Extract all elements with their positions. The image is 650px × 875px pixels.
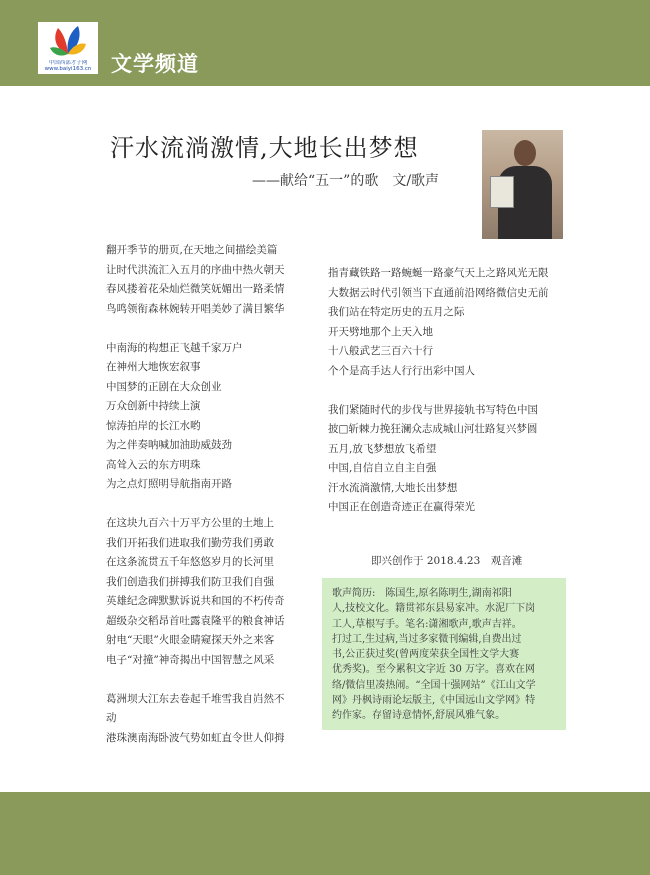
poem-line: 中南海的构想正飞越千家万户 <box>106 341 243 354</box>
site-logo[interactable] <box>38 22 98 74</box>
bio-line: 工人,草根写手。笔名:潇湘歌声,歌声吉祥。 <box>332 618 522 630</box>
poem-line: 指青藏铁路一路蜿蜒一路豪气天上之路风光无限 <box>328 267 549 279</box>
bio-line: 络/微信里凑热闹。“全国十强网站”《江山文学 <box>332 679 536 691</box>
channel-title: 文学频道 <box>111 52 199 76</box>
bio-line: 网》丹枫诗雨论坛版主,《中国远山文学网》特 <box>332 695 536 707</box>
poem-line: 葛洲坝大江东去卷起千堆雪我自岿然不 <box>106 692 285 705</box>
stanza-gap <box>106 495 316 515</box>
bio-line: 优秀奖)。至今累积文字近 30 万字。喜欢在网 <box>332 664 535 676</box>
poem-line: 超级杂交稻昂首吐露袁隆平的粮食神话 <box>106 614 285 627</box>
poem-line: 五月,放飞梦想放飞希望 <box>328 442 437 455</box>
poem-line: 为之点灯照明导航指南开路 <box>106 478 232 490</box>
poem-line: 英雄纪念碑默默诉说共和国的不朽传奇 <box>106 595 285 607</box>
author-bio-box <box>322 578 566 730</box>
poem-line: 在这块九百六十万平方公里的土地上 <box>106 517 274 529</box>
poem-line: 为之伴奏呐喊加油助威鼓劲 <box>106 439 232 451</box>
article-title: 汗水流淌激情,大地长出梦想 <box>110 134 419 162</box>
bio-line: 人,技校文化。籍贯祁东县易家冲。水泥厂下岗 <box>332 603 536 615</box>
bio-line: 书,公正获过奖(曾两度荣获全国性文学大赛 <box>332 649 520 661</box>
bio-line: 打过工,生过病,当过多家微刊编辑,自费出过 <box>332 633 522 645</box>
poem-line: 我们紧随时代的步伐与世界接轨书写特色中国 <box>328 403 538 416</box>
poem-line: 个个是高手达人行行出彩中国人 <box>328 364 475 377</box>
poem-line: 射电“天眼”火眼金睛窥探天外之来客 <box>106 634 275 646</box>
stanza-gap <box>106 319 316 339</box>
poem-line: 十八般武艺三百六十行 <box>328 345 433 357</box>
poem-line: 让时代洪流汇入五月的序曲中热火朝天 <box>106 263 285 276</box>
photo-book-shape <box>490 176 514 208</box>
poem-line: 动 <box>106 712 117 724</box>
logo-url-text: www.baiyi163.cn <box>44 66 92 72</box>
poem-line: 翻开季节的册页,在天地之间描绘美篇 <box>106 244 278 256</box>
poem-line: 电子“对撞”神奇揭出中国智慧之风采 <box>106 653 275 666</box>
poem-line: 中国梦的正剧在大众创业 <box>106 380 222 393</box>
poem-left-column <box>106 241 316 748</box>
poem-line: 鸟鸣领衔森林婉转开唱美妙了满目繁华 <box>106 302 285 315</box>
poem-line: 高耸入云的东方明珠 <box>106 458 201 471</box>
poem-line: 我们站在特定历史的五月之际 <box>328 306 465 318</box>
photo-head-shape <box>514 140 536 166</box>
author-photo <box>482 130 563 239</box>
poem-line: 我们开拓我们进取我们勤劳我们勇敢 <box>106 536 274 549</box>
footer-band <box>0 792 650 875</box>
poem-line: 万众创新中持续上演 <box>106 400 201 412</box>
poem-line: 我们创造我们拼搏我们防卫我们自强 <box>106 575 274 588</box>
poem-right-column <box>328 264 568 518</box>
stanza-gap <box>328 381 568 401</box>
petal-logo-icon <box>48 24 88 60</box>
poem-line: 大数据云时代引领当下直通前沿网络微信史无前 <box>328 286 549 299</box>
poem-line: 在神州大地恢宏叙事 <box>106 361 201 373</box>
poem-line: 惊涛拍岸的长江水哟 <box>106 419 201 432</box>
logo-name-text: 中国西部才子网 <box>48 60 88 66</box>
poem-line: 开天劈地那个上天入地 <box>328 325 433 338</box>
article-subtitle: ——献给“五一”的歌 文/歌声 <box>252 173 440 189</box>
poem-line: 春风搂着花朵灿烂微笑妩媚出一路柔情 <box>106 283 285 295</box>
poem-line: 披□斩棘力挽狂澜众志成城山河壮路复兴梦圆 <box>328 423 538 435</box>
poem-line: 在这条流贯五千年悠悠岁月的长河里 <box>106 556 274 568</box>
signature-line: 即兴创作于 2018.4.23 观音滩 <box>371 555 523 567</box>
stanza-gap <box>106 670 316 690</box>
bio-line: 歌声简历: 陈国生,原名陈明生,湖南祁阳 <box>332 588 512 599</box>
poem-line: 中国,自信自立自主自强 <box>328 462 437 474</box>
poem-line: 汗水流淌激情,大地长出梦想 <box>328 481 458 494</box>
bio-line: 约作家。存留诗意情怀,舒展风雅气象。 <box>332 710 506 722</box>
header-band <box>0 0 650 86</box>
poem-line: 港珠澳南海卧波气势如虹直令世人仰拇 <box>106 731 285 744</box>
poem-line: 中国正在创造奇迹正在赢得荣光 <box>328 501 475 513</box>
